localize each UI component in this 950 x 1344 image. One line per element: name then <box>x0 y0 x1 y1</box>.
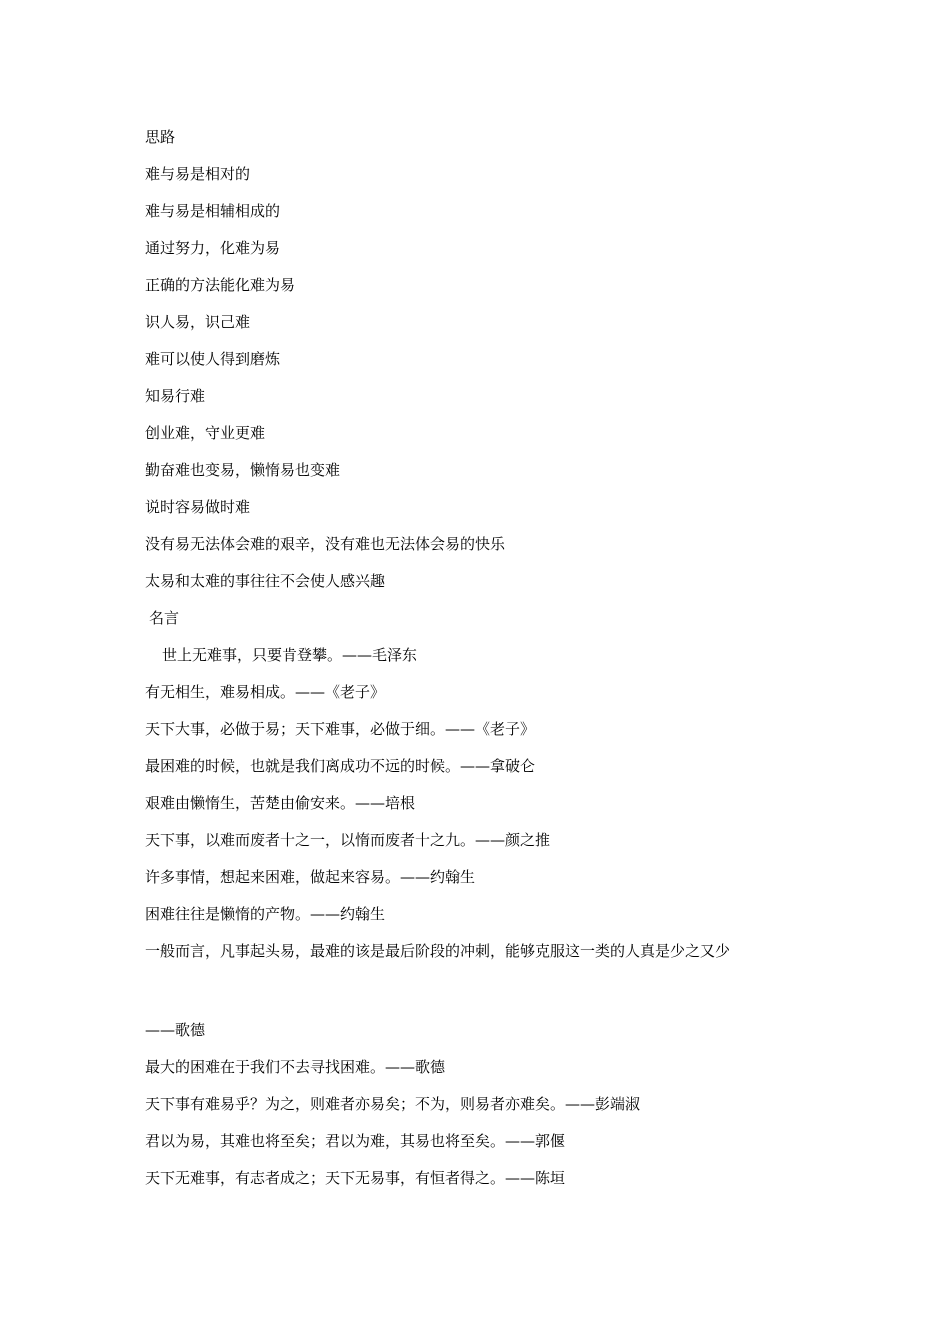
idea-line: 难与易是相对的 <box>145 165 251 183</box>
idea-line: 没有易无法体会难的艰辛，没有难也无法体会易的快乐 <box>145 535 506 553</box>
quote-line: 天下无难事，有志者成之；天下无易事，有恒者得之。——陈垣 <box>145 1169 566 1187</box>
quote-line: 许多事情，想起来困难，做起来容易。——约翰生 <box>145 868 476 886</box>
idea-line: 知易行难 <box>145 387 206 405</box>
quote-line: 艰难由懒惰生，苦楚由偷安来。——培根 <box>145 794 416 812</box>
quote-line: 最困难的时候，也就是我们离成功不远的时候。——拿破仑 <box>145 757 536 775</box>
idea-line: 识人易，识己难 <box>145 313 251 331</box>
quote-line: 天下事有难易乎？为之，则难者亦易矣；不为，则易者亦难矣。——彭端淑 <box>145 1095 641 1113</box>
quote-attribution: ——歌德 <box>145 1021 206 1039</box>
idea-line: 正确的方法能化难为易 <box>145 276 296 294</box>
ideas-heading: 思路 <box>145 128 176 146</box>
quote-line: 君以为易，其难也将至矣；君以为难，其易也将至矣。——郭偃 <box>145 1132 566 1150</box>
quote-line: 天下大事，必做于易；天下难事，必做于细。——《老子》 <box>145 720 536 738</box>
quote-line: 最大的困难在于我们不去寻找困难。——歌德 <box>145 1058 446 1076</box>
quote-line: 有无相生，难易相成。——《老子》 <box>145 683 386 701</box>
idea-line: 创业难，守业更难 <box>145 424 266 442</box>
idea-line: 难与易是相辅相成的 <box>145 202 281 220</box>
quote-line: 天下事，以难而废者十之一，以惰而废者十之九。——颜之推 <box>145 831 551 849</box>
idea-line: 难可以使人得到磨炼 <box>145 350 281 368</box>
quote-line: 世上无难事，只要肯登攀。——毛泽东 <box>162 646 418 664</box>
quotes-heading: 名言 <box>149 609 180 627</box>
idea-line: 通过努力，化难为易 <box>145 239 281 257</box>
idea-line: 说时容易做时难 <box>145 498 251 516</box>
idea-line: 勤奋难也变易，懒惰易也变难 <box>145 461 341 479</box>
idea-line: 太易和太难的事往往不会使人感兴趣 <box>145 572 386 590</box>
quote-line: 困难往往是懒惰的产物。——约翰生 <box>145 905 386 923</box>
quote-line: 一般而言，凡事起头易，最难的该是最后阶段的冲刺，能够克服这一类的人真是少之又少 <box>145 942 731 960</box>
